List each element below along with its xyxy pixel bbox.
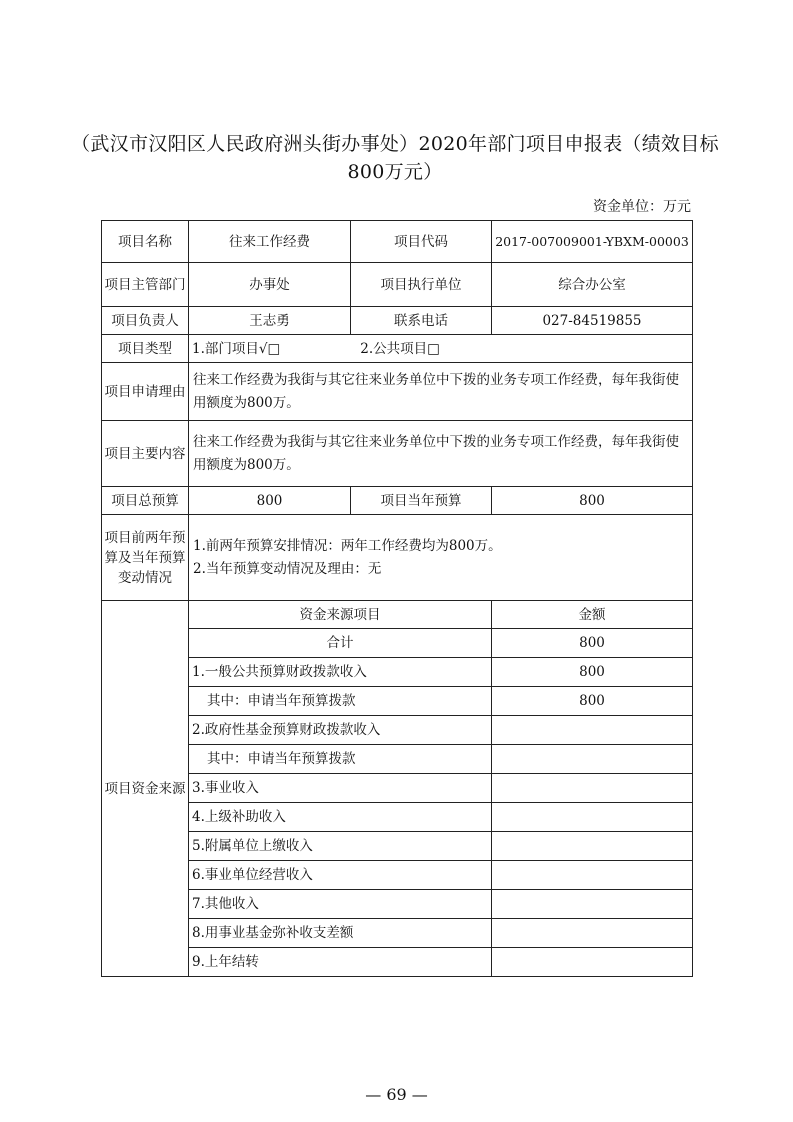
- phone-label: 联系电话: [351, 307, 492, 335]
- funding-row: [102, 774, 693, 803]
- funding-row-amount: [492, 919, 693, 948]
- funding-source-column-header: 资金来源项目: [189, 601, 492, 629]
- type-option-public: 2.公共项目□: [360, 340, 440, 357]
- row-content: [102, 421, 693, 487]
- funding-row-name: 1.一般公共预算财政拨款收入: [189, 658, 492, 687]
- funding-row: [102, 832, 693, 861]
- content-label: 项目主要内容: [102, 421, 189, 487]
- funding-row-amount: [492, 803, 693, 832]
- content-value: 往来工作经费为我街与其它往来业务单位中下拨的业务专项工作经费，每年我街使用额度为800万。: [189, 421, 693, 487]
- project-code-label: 项目代码: [351, 221, 492, 263]
- row-budget-change: [102, 515, 693, 601]
- funding-row-name: 6.事业单位经营收入: [189, 861, 492, 890]
- funding-row-name: 7.其他收入: [189, 890, 492, 919]
- department-label: 项目主管部门: [102, 263, 189, 307]
- reason-label: 项目申请理由: [102, 363, 189, 421]
- reason-value: 往来工作经费为我街与其它往来业务单位中下拨的业务专项工作经费，每年我街使用额度为800万。: [189, 363, 693, 421]
- current-budget-label: 项目当年预算: [351, 487, 492, 515]
- row-project-type: [102, 335, 693, 363]
- funding-source-label: 项目资金来源: [102, 601, 189, 977]
- funding-row-amount: [492, 774, 693, 803]
- funding-row: [102, 948, 693, 977]
- executing-unit-value: 综合办公室: [492, 263, 693, 307]
- total-budget-label: 项目总预算: [102, 487, 189, 515]
- funding-row-amount: [492, 745, 693, 774]
- budget-change-label: 项目前两年预算及当年预算变动情况: [102, 515, 189, 601]
- funding-row-name: 5.附属单位上缴收入: [189, 832, 492, 861]
- project-code-value: 2017-007009001-YBXM-00003: [492, 221, 693, 263]
- funding-row-name: 3.事业收入: [189, 774, 492, 803]
- funding-row-amount: 800: [492, 658, 693, 687]
- funding-row: [102, 716, 693, 745]
- type-option-department: 1.部门项目√□: [192, 340, 281, 357]
- funding-row: [102, 687, 693, 716]
- currency-unit-note: 资金单位：万元: [593, 199, 691, 215]
- current-budget-value: 800: [492, 487, 693, 515]
- funding-row-name: 其中：申请当年预算拨款: [189, 745, 492, 774]
- row-owner: [102, 307, 693, 335]
- funding-row-amount: 800: [492, 687, 693, 716]
- funding-row: [102, 745, 693, 774]
- executing-unit-label: 项目执行单位: [351, 263, 492, 307]
- page-number: — 69 —: [365, 1085, 428, 1104]
- project-type-options: [189, 335, 693, 363]
- funding-row: [102, 890, 693, 919]
- budget-change-line-2: 2.当年预算变动情况及理由：无: [193, 560, 382, 577]
- form-title: （武汉市汉阳区人民政府洲头街办事处）2020年部门项目申报表（绩效目标800万元）: [71, 133, 719, 183]
- funding-row-amount: [492, 890, 693, 919]
- project-application-table: [101, 220, 693, 977]
- row-project-name: [102, 221, 693, 263]
- funding-row: [102, 803, 693, 832]
- department-value: 办事处: [189, 263, 351, 307]
- funding-row: [102, 861, 693, 890]
- funding-row-amount: [492, 861, 693, 890]
- funding-row-name: 8.用事业基金弥补收支差额: [189, 919, 492, 948]
- project-name-value: 往来工作经费: [189, 221, 351, 263]
- funding-header-row: [102, 601, 693, 629]
- row-department: [102, 263, 693, 307]
- funding-row-name: 合计: [189, 629, 492, 658]
- funding-row: [102, 658, 693, 687]
- budget-change-value: [189, 515, 693, 601]
- funding-row: [102, 629, 693, 658]
- total-budget-value: 800: [189, 487, 351, 515]
- funding-amount-column-header: 金额: [492, 601, 693, 629]
- project-type-label: 项目类型: [102, 335, 189, 363]
- funding-row-amount: [492, 832, 693, 861]
- phone-value: 027-84519855: [492, 307, 693, 335]
- funding-row: [102, 919, 693, 948]
- funding-row-name: 其中：申请当年预算拨款: [189, 687, 492, 716]
- funding-row-name: 4.上级补助收入: [189, 803, 492, 832]
- funding-row-amount: 800: [492, 629, 693, 658]
- funding-row-name: 2.政府性基金预算财政拨款收入: [189, 716, 492, 745]
- project-name-label: 项目名称: [102, 221, 189, 263]
- budget-change-line-1: 1.前两年预算安排情况：两年工作经费均为800万。: [193, 537, 502, 554]
- funding-row-amount: [492, 948, 693, 977]
- funding-row-name: 9.上年结转: [189, 948, 492, 977]
- row-budget: [102, 487, 693, 515]
- row-reason: [102, 363, 693, 421]
- owner-value: 王志勇: [189, 307, 351, 335]
- owner-label: 项目负责人: [102, 307, 189, 335]
- funding-row-amount: [492, 716, 693, 745]
